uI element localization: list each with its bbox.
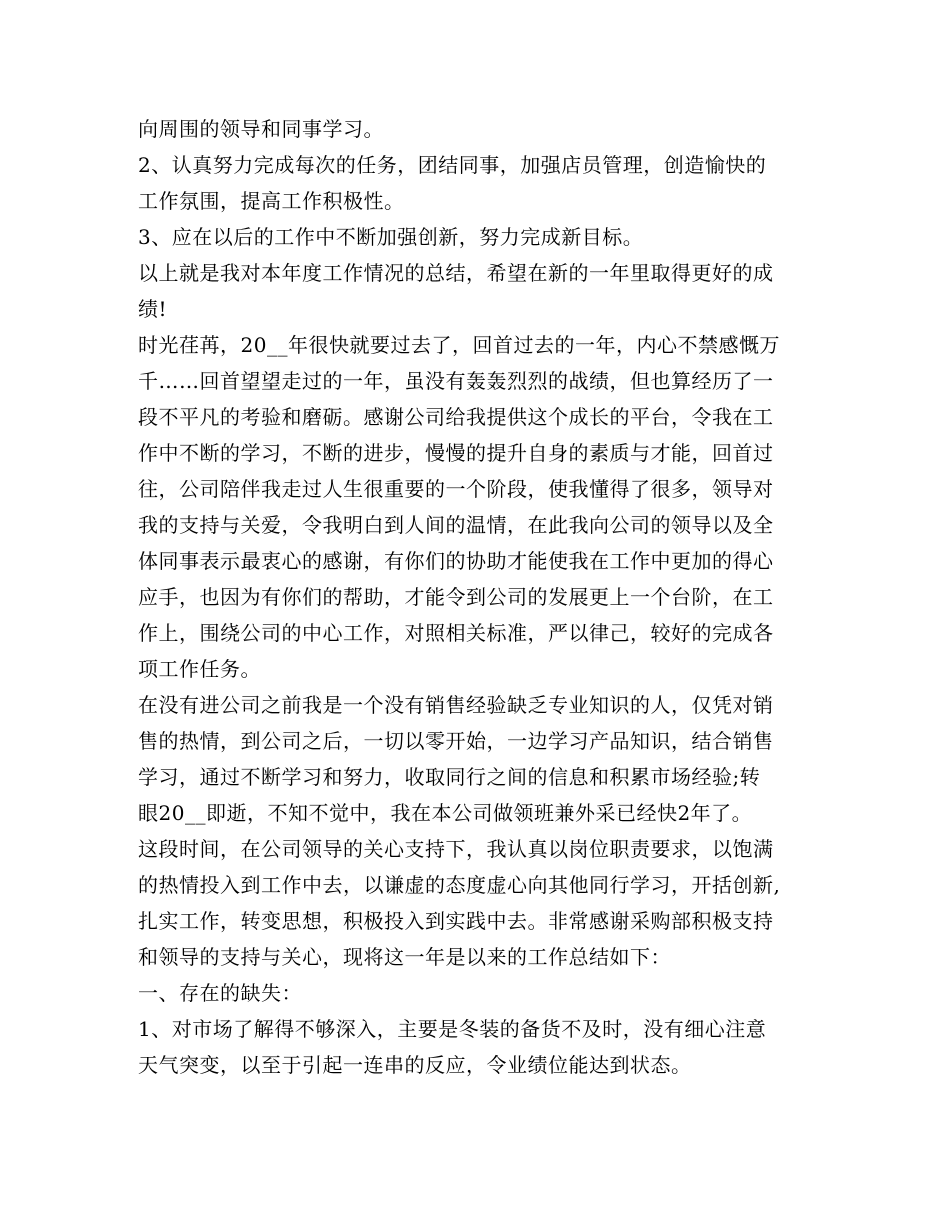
text-line: 作上，围绕公司的中心工作，对照相关标准，严以律己，较好的完成各 (138, 621, 774, 645)
text-line: 这段时间，在公司领导的关心支持下，我认真以岗位职责要求，以饱满 (138, 837, 774, 861)
text-line: 段不平凡的考验和磨砺。感谢公司给我提供这个成长的平台，令我在工 (138, 405, 774, 429)
text-line: 扎实工作，转变思想，积极投入到实践中去。非常感谢采购部积极支持 (138, 909, 774, 933)
text-line: 以上就是我对本年度工作情况的总结，希望在新的一年里取得更好的成 (138, 261, 774, 285)
text-line: 3、应在以后的工作中不断加强创新，努力完成新目标。 (138, 225, 644, 249)
text-line: 1、对市场了解得不够深入，主要是冬装的备货不及时，没有细心注意 (138, 1017, 767, 1041)
text-line: 往，公司陪伴我走过人生很重要的一个阶段，使我懂得了很多，领导对 (138, 477, 774, 501)
text-line: 在没有进公司之前我是一个没有销售经验缺乏专业知识的人，仅凭对销 (138, 693, 774, 717)
document-body (138, 111, 818, 1083)
text-line: 的热情投入到工作中去，以谦虚的态度虚心向其他同行学习，开括创新, (138, 873, 781, 897)
text-line: 2、认真努力完成每次的任务，团结同事，加强店员管理，创造愉快的 (138, 153, 767, 177)
text-line: 应手，也因为有你们的帮助，才能令到公司的发展更上一个台阶，在工 (138, 585, 774, 609)
text-line: 体同事表示最衷心的感谢，有你们的协助才能使我在工作中更加的得心 (138, 549, 774, 573)
text-line: 时光荏苒，20__年很快就要过去了，回首过去的一年，内心不禁感慨万 (138, 333, 780, 357)
text-line: 和领导的支持与关心，现将这一年是以来的工作总结如下： (138, 945, 671, 969)
text-line: 售的热情，到公司之后，一切以零开始，一边学习产品知识，结合销售 (138, 729, 774, 753)
text-line: 绩! (138, 297, 168, 321)
text-line: 天气突变，以至于引起一连串的反应，令业绩位能达到状态。 (138, 1053, 692, 1077)
text-line: 千……回首望望走过的一年，虽没有轰轰烈烈的战绩，但也算经历了一 (138, 369, 774, 393)
text-line: 一、存在的缺失： (138, 981, 302, 1005)
text-line: 学习，通过不断学习和努力，收取同行之间的信息和积累市场经验;转 (138, 765, 761, 789)
text-line: 作中不断的学习，不断的进步，慢慢的提升自身的素质与才能，回首过 (138, 441, 774, 465)
text-line: 向周围的领导和同事学习。 (138, 117, 384, 141)
text-line: 工作氛围，提高工作积极性。 (138, 189, 405, 213)
text-line: 眼20__即逝，不知不觉中，我在本公司做领班兼外采已经快2年了。 (138, 801, 753, 825)
text-line: 项工作任务。 (138, 657, 261, 681)
text-line: 我的支持与关爱，令我明白到人间的温情，在此我向公司的领导以及全 (138, 513, 774, 537)
